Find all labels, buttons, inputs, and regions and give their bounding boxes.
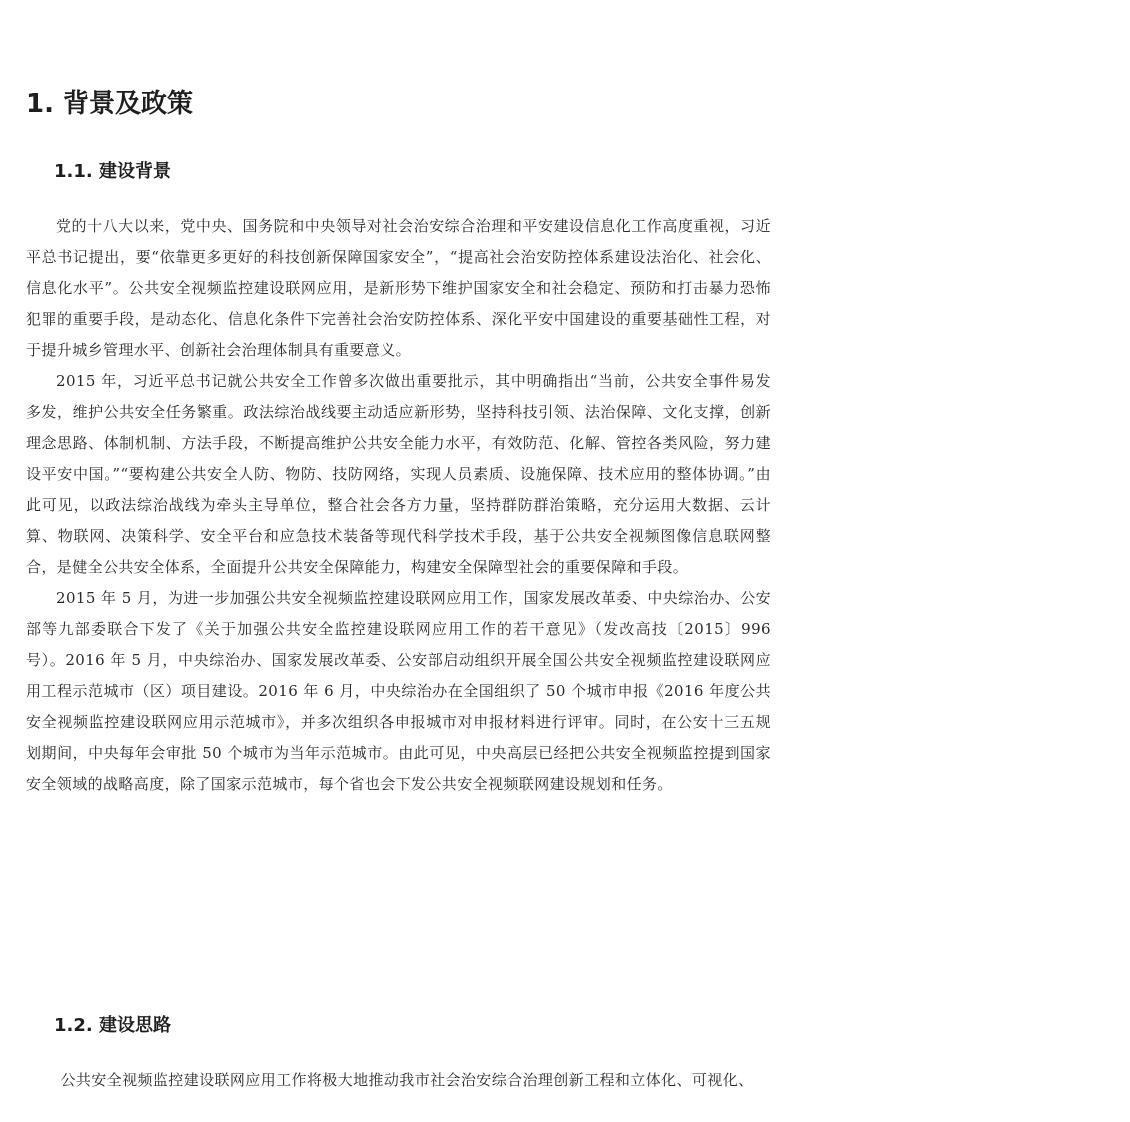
paragraph-approach-1: 公共安全视频监控建设联网应用工作将极大地推动我市社会治安综合治理创新工程和立体化、可视化、 <box>60 1071 754 1089</box>
section-heading-1-1: 1.1. 建设背景 <box>54 161 171 182</box>
section-heading-1: 1. 背景及政策 <box>26 89 194 119</box>
paragraph-background-3: 2015 年 5 月，为进一步加强公共安全视频监控建设联网应用工作，国家发展改革委、中央综治办、公安部等九部委联合下发了《关于加强公共安全监控建设联网应用工作的若干意见》（发改高技〔2015〕996号）。2016 年 5 月，中央综治办、国家发展改革委、公安部启动组织开展全国公共安全视频监控建设联网应用工程示范城市（区）项目建设。2016 年 6 月，中央综治办在全国组织了 50 个城市申报《2016 年度公共安全视频监控建设联网应用示范城市》，并多次组织各申报城市对申报材料进行评审。同时，在公安十三五规划期间，中央每年会审批 50 个城市为当年示范城市。由此可见，中央高层已经把公共安全视频监控提到国家安全领域的战略高度，除了国家示范城市，每个省也会下发公共安全视频联网建设规划和任务。 <box>26 589 771 793</box>
section-1-1-body <box>26 211 771 800</box>
section-heading-1-2: 1.2. 建设思路 <box>54 1015 171 1036</box>
paragraph-background-1: 党的十八大以来，党中央、国务院和中央领导对社会治安综合治理和平安建设信息化工作高度重视，习近平总书记提出，要“依靠更多更好的科技创新保障国家安全”，“提高社会治安防控体系建设法治化、社会化、信息化水平”。公共安全视频监控建设联网应用，是新形势下维护国家安全和社会稳定、预防和打击暴力恐怖犯罪的重要手段，是动态化、信息化条件下完善社会治安防控体系、深化平安中国建设的重要基础性工程，对于提升城乡管理水平、创新社会治理体制具有重要意义。 <box>26 217 771 359</box>
paragraph-background-2: 2015 年，习近平总书记就公共安全工作曾多次做出重要批示，其中明确指出“当前，公共安全事件易发多发，维护公共安全任务繁重。政法综治战线要主动适应新形势，坚持科技引领、法治保障、文化支撑，创新理念思路、体制机制、方法手段，不断提高维护公共安全能力水平，有效防范、化解、管控各类风险，努力建设平安中国。”“要构建公共安全人防、物防、技防网络，实现人员素质、设施保障、技术应用的整体协调。”由此可见，以政法综治战线为牵头主导单位，整合社会各方力量，坚持群防群治策略，充分运用大数据、云计算、物联网、决策科学、安全平台和应急技术装备等现代科学技术手段，基于公共安全视频图像信息联网整合，是健全公共安全体系，全面提升公共安全保障能力，构建安全保障型社会的重要保障和手段。 <box>26 372 771 576</box>
